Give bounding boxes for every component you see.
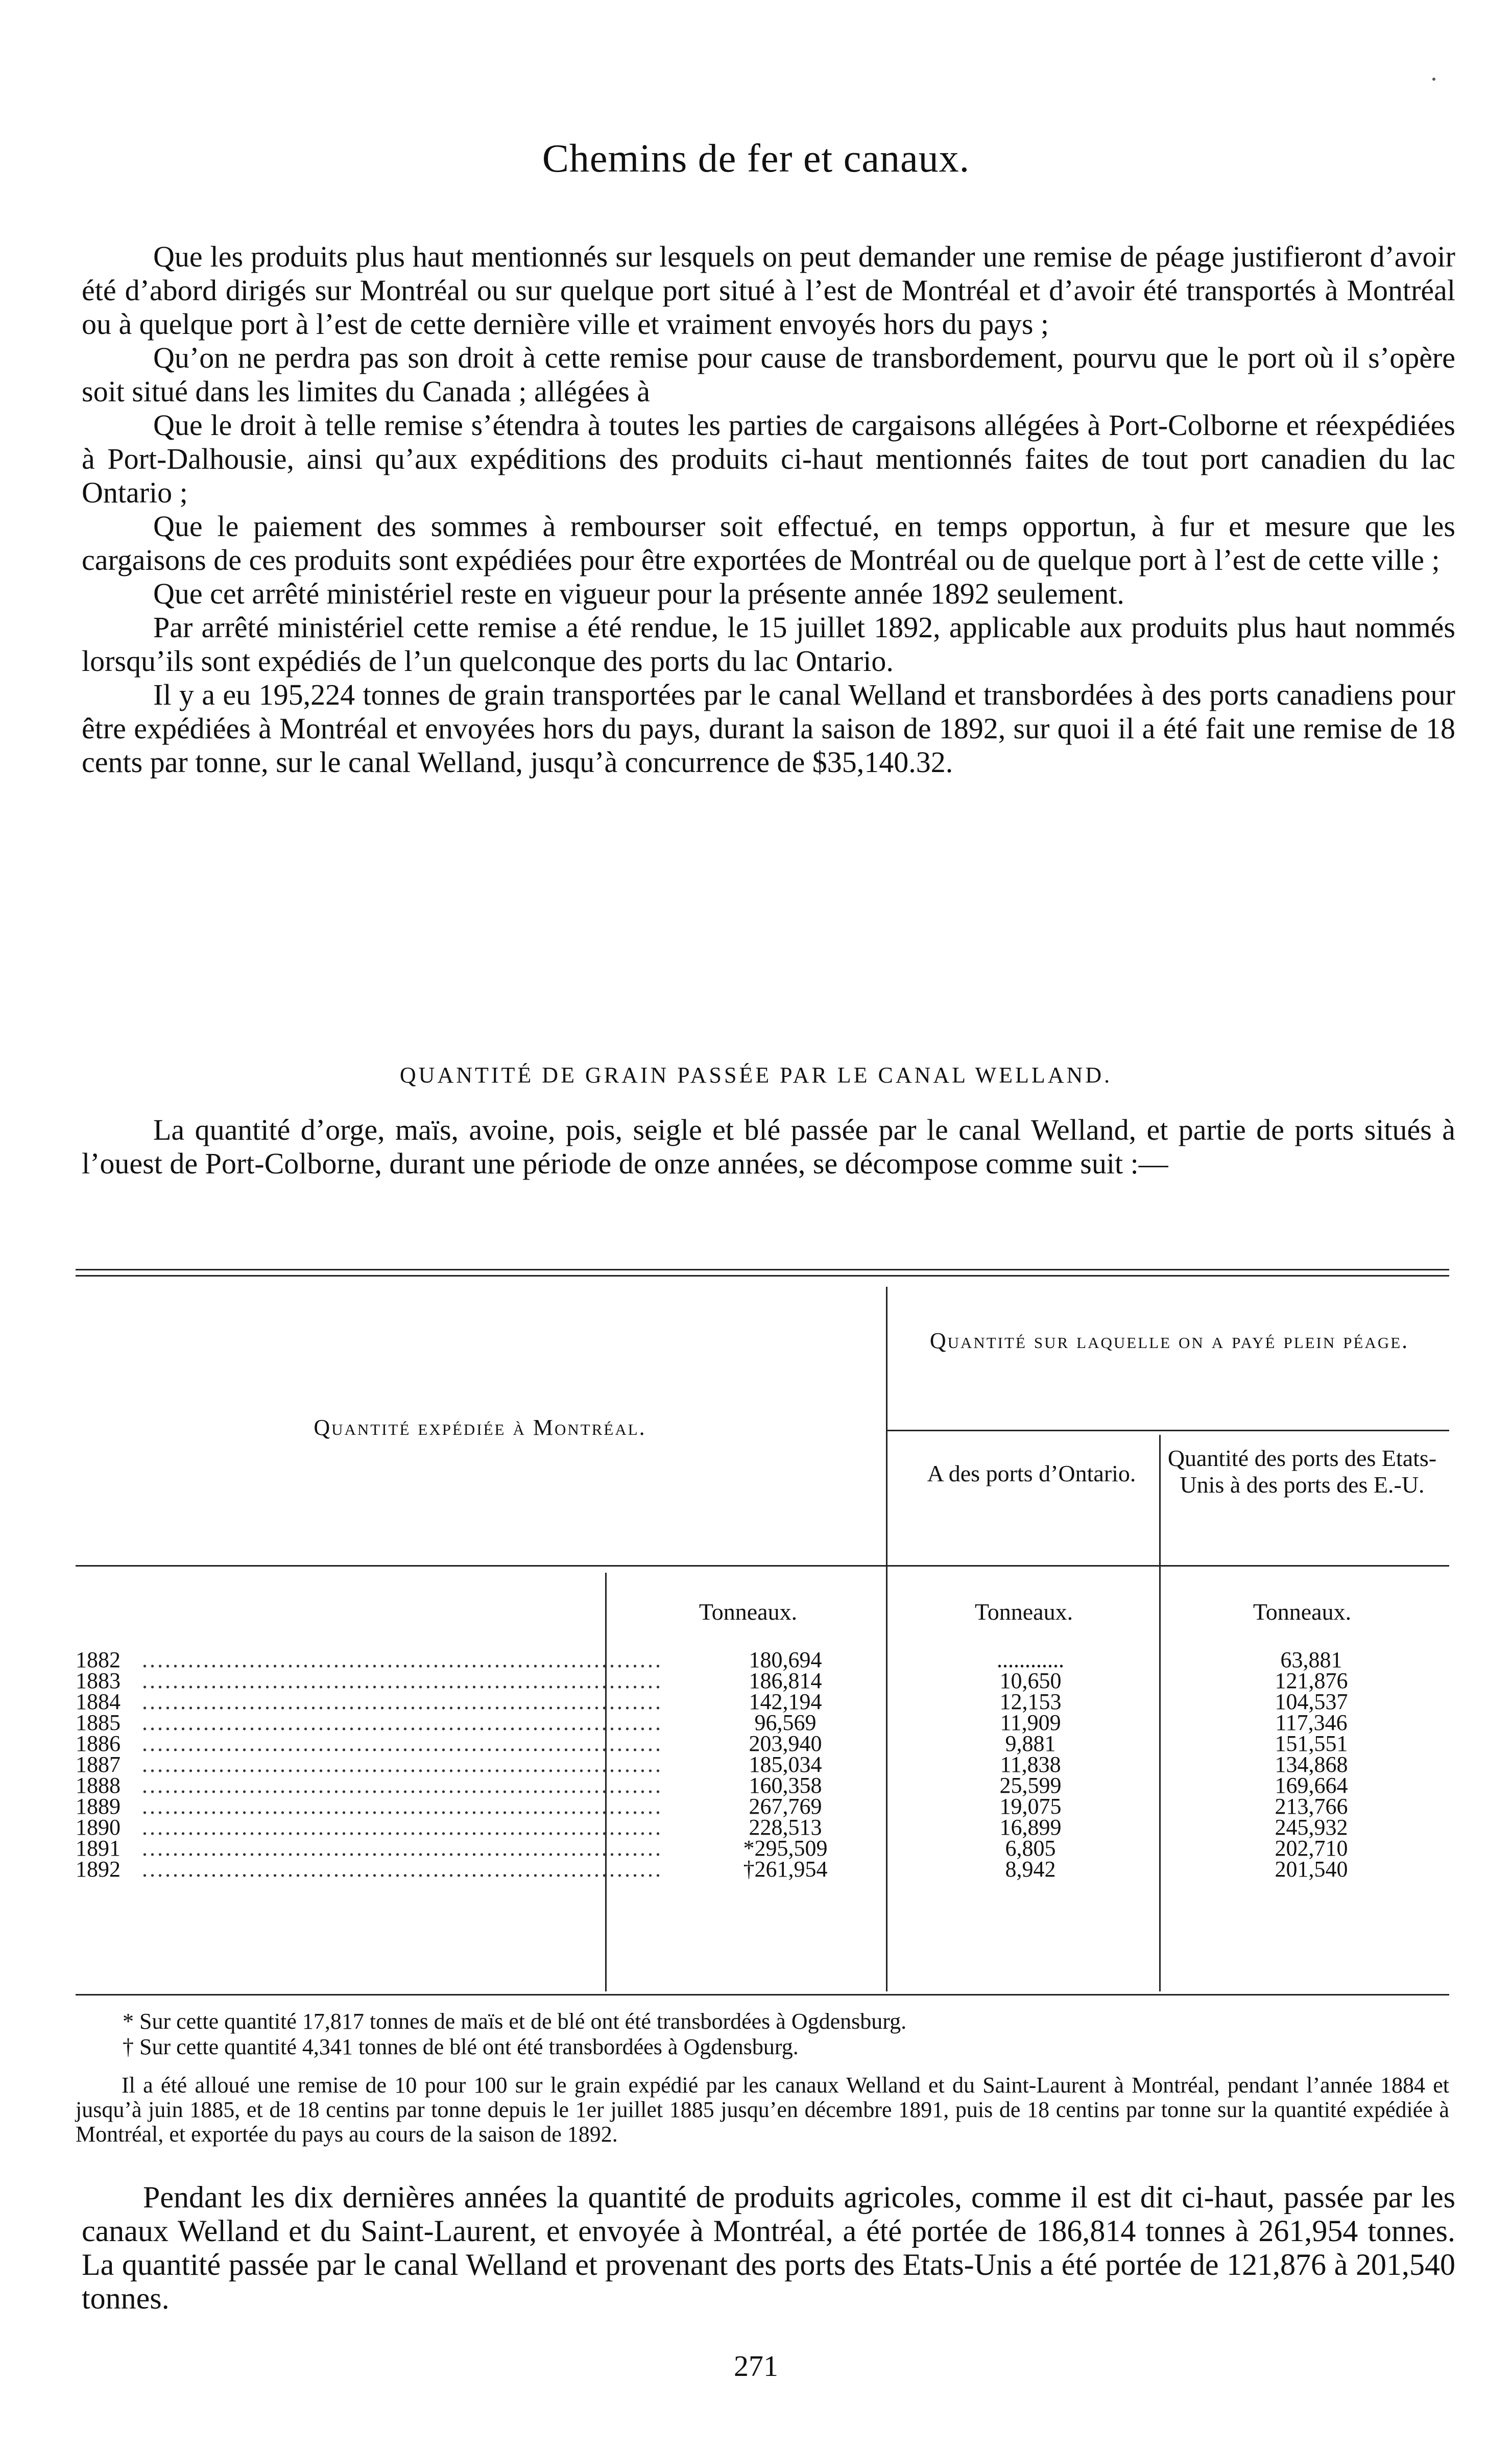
ontario-cell: 16,899 (999, 1815, 1062, 1840)
montreal-cell: 160,358 (749, 1773, 822, 1798)
table-row (76, 1691, 1449, 1712)
table-row (76, 1754, 1449, 1775)
intro-paragraph: Que le paiement des sommes à rembourser soit effectué, en temps opportun, à fur et mesure que les cargaisons de ces produits sont expédiées pour être exportées de Montréal ou de quelque port à l’est de cette ville ; (82, 510, 1455, 576)
ontario-cell: 11,909 (1000, 1710, 1061, 1735)
table-body (76, 1649, 1449, 1880)
page-number: 271 (734, 2349, 778, 2383)
intro-paragraph: Que le droit à telle remise s’étendra à toutes les parties de cargaisons allégées à Port-Colborne et réexpédiées à Port-Dalhousie, ainsi qu’aux expéditions des produits ci-haut mentionnés faites de tout port canadien du lac Ontario ; (82, 408, 1455, 509)
section-intro (82, 1113, 1455, 1181)
page-title: Chemins de fer et canaux. (542, 136, 970, 180)
table-row (76, 1670, 1449, 1691)
etats-unis-cell: 213,766 (1275, 1794, 1348, 1819)
col-header-montreal: Quantité expédiée à Montréal. (314, 1415, 646, 1440)
leader-dots: .................................................................... (142, 1838, 663, 1859)
intro-paragraph: Que cet arrêté ministériel reste en vigueur pour la présente année 1892 seulement. (153, 577, 1124, 610)
year-cell: 1883 (76, 1668, 121, 1693)
montreal-cell: 96,569 (754, 1710, 817, 1735)
table-row (76, 1733, 1449, 1754)
year-cell: 1882 (76, 1647, 121, 1672)
intro-paragraph: Par arrêté ministériel cette remise a été rendue, le 15 juillet 1892, applicable aux produits plus haut nommés lorsqu’ils sont expédiés de l’un quelconque des ports du lac Ontario. (82, 611, 1455, 678)
intro-paragraph: Il y a eu 195,224 tonnes de grain transportées par le canal Welland et transbordées à des ports canadiens pour être expédiées à Montréal et envoyées hors du pays, durant la saison de 1892, sur quoi il a été fait une remise de 18 cents par tonne, sur le canal Welland, jusqu’à concurrence de $35,140.32. (82, 678, 1455, 779)
unit-label: Tonneaux. (974, 1599, 1073, 1625)
etats-unis-cell: 134,868 (1275, 1752, 1348, 1777)
montreal-cell: 185,034 (749, 1752, 822, 1777)
final-paragraph: Pendant les dix dernières années la quantité de produits agricoles, comme il est dit ci-haut, passée par les canaux Welland et du Saint-Laurent, et envoyée à Montréal, a été portée de 186,814 tonnes à 261,954 tonnes. La quantité passée par le canal Welland et provenant des ports des Etats-Unis a été portée de 121,876 à 201,540 tonnes. (82, 2180, 1455, 2315)
year-cell: 1886 (76, 1731, 121, 1756)
ontario-cell: ............ (997, 1647, 1064, 1672)
etats-unis-cell: 151,551 (1275, 1731, 1348, 1756)
table-row (76, 1649, 1449, 1670)
ontario-cell: 11,838 (1000, 1752, 1061, 1777)
unit-label: Tonneaux. (699, 1599, 798, 1625)
footnote: * Sur cette quantité 17,817 tonnes de maïs et de blé ont été transbordées à Ogdensburg. (123, 2009, 907, 2034)
print-speck (1432, 78, 1435, 81)
etats-unis-cell: 121,876 (1275, 1668, 1348, 1693)
leader-dots: .................................................................... (142, 1775, 663, 1796)
table-bottom-rule (76, 1994, 1449, 1996)
year-cell: 1892 (76, 1857, 121, 1882)
montreal-cell: 180,694 (749, 1647, 822, 1672)
year-cell: 1889 (76, 1794, 121, 1819)
leader-dots: .................................................................... (142, 1691, 663, 1712)
final-block (82, 2180, 1455, 2315)
etats-unis-cell: 202,710 (1275, 1836, 1348, 1861)
etats-unis-cell: 117,346 (1275, 1710, 1348, 1735)
table-row (76, 1712, 1449, 1733)
ontario-cell: 12,153 (999, 1689, 1062, 1714)
montreal-cell: 186,814 (749, 1668, 822, 1693)
leader-dots: .................................................................... (142, 1817, 663, 1838)
col-header-ontario: A des ports d’Ontario. (927, 1460, 1136, 1486)
leader-dots: .................................................................... (142, 1712, 663, 1733)
group-header-rule (887, 1430, 1449, 1431)
etats-unis-cell: 245,932 (1275, 1815, 1348, 1840)
year-cell: 1885 (76, 1710, 121, 1735)
montreal-cell: 203,940 (749, 1731, 822, 1756)
ontario-cell: 19,075 (999, 1794, 1062, 1819)
table-row (76, 1775, 1449, 1796)
intro-paragraph: Qu’on ne perdra pas son droit à cette remise pour cause de transbordement, pourvu que le port où il s’opère soit situé dans les limites du Canada ; allégées à (82, 341, 1455, 408)
intro-paragraph: Que les produits plus haut mentionnés sur lesquels on peut demander une remise de péage justifieront d’avoir été d’abord dirigés sur Montréal ou sur quelque port situé à l’est de Montréal et d’avoir été transportés à Montréal ou à quelque port à l’est de cette dernière ville et vraiment envoyés hors du pays ; (82, 240, 1455, 341)
group-header-plein-peage: Quantité sur laquelle on a payé plein péage. (929, 1328, 1409, 1353)
year-cell: 1884 (76, 1689, 121, 1714)
ontario-cell: 8,942 (1005, 1857, 1056, 1882)
table-top-rule-double (76, 1275, 1449, 1277)
montreal-cell: 267,769 (749, 1794, 822, 1819)
montreal-cell: †261,954 (743, 1857, 828, 1882)
table-row (76, 1817, 1449, 1838)
year-cell: 1888 (76, 1773, 121, 1798)
intro-text (82, 240, 1455, 779)
leader-dots: .................................................................... (142, 1649, 663, 1670)
leader-dots: .................................................................... (142, 1754, 663, 1775)
montreal-cell: *295,509 (743, 1836, 828, 1861)
year-cell: 1890 (76, 1815, 121, 1840)
montreal-cell: 142,194 (749, 1689, 822, 1714)
header-bottom-rule (76, 1565, 1449, 1567)
leader-dots: .................................................................... (142, 1733, 663, 1754)
leader-dots: .................................................................... (142, 1670, 663, 1691)
etats-unis-cell: 63,881 (1280, 1647, 1342, 1672)
note-block (76, 2073, 1449, 2147)
footnote: † Sur cette quantité 4,341 tonnes de blé ont été transbordées à Ogdensburg. (123, 2034, 799, 2059)
table-row (76, 1796, 1449, 1817)
ontario-cell: 9,881 (1005, 1731, 1056, 1756)
table-row (76, 1859, 1449, 1880)
year-cell: 1891 (76, 1836, 121, 1861)
unit-label: Tonneaux. (1253, 1599, 1352, 1625)
section-heading: QUANTITÉ DE GRAIN PASSÉE PAR LE CANAL WELLAND. (399, 1063, 1113, 1088)
montreal-cell: 228,513 (749, 1815, 822, 1840)
ontario-cell: 6,805 (1005, 1836, 1056, 1861)
year-cell: 1887 (76, 1752, 121, 1777)
col-header-etats-unis: Quantité des ports des Etats-Unis à des ports des E.-U. (1167, 1445, 1437, 1498)
leader-dots: .................................................................... (142, 1796, 663, 1817)
ontario-cell: 10,650 (999, 1668, 1062, 1693)
table-top-rule (76, 1269, 1449, 1270)
etats-unis-cell: 201,540 (1275, 1857, 1348, 1882)
leader-dots: .................................................................... (142, 1859, 663, 1880)
table-row (76, 1838, 1449, 1859)
etats-unis-cell: 169,664 (1275, 1773, 1348, 1798)
ontario-cell: 25,599 (999, 1773, 1062, 1798)
section-intro-paragraph: La quantité d’orge, maïs, avoine, pois, seigle et blé passée par le canal Welland, et partie de ports situés à l’ouest de Port-Colborne, durant une période de onze années, se décompose comme suit :— (82, 1113, 1455, 1180)
etats-unis-cell: 104,537 (1275, 1689, 1348, 1714)
note-paragraph: Il a été alloué une remise de 10 pour 100 sur le grain expédié par les canaux Welland et du Saint-Laurent à Montréal, pendant l’année 1884 et jusqu’à juin 1885, et de 18 centins par tonne depuis le 1er juillet 1885 jusqu’en décembre 1891, puis de 18 centins par tonne sur la quantité expédiée à Montréal, et exportée du pays au cours de la saison de 1892. (76, 2073, 1449, 2147)
table-divider (886, 1287, 887, 1991)
